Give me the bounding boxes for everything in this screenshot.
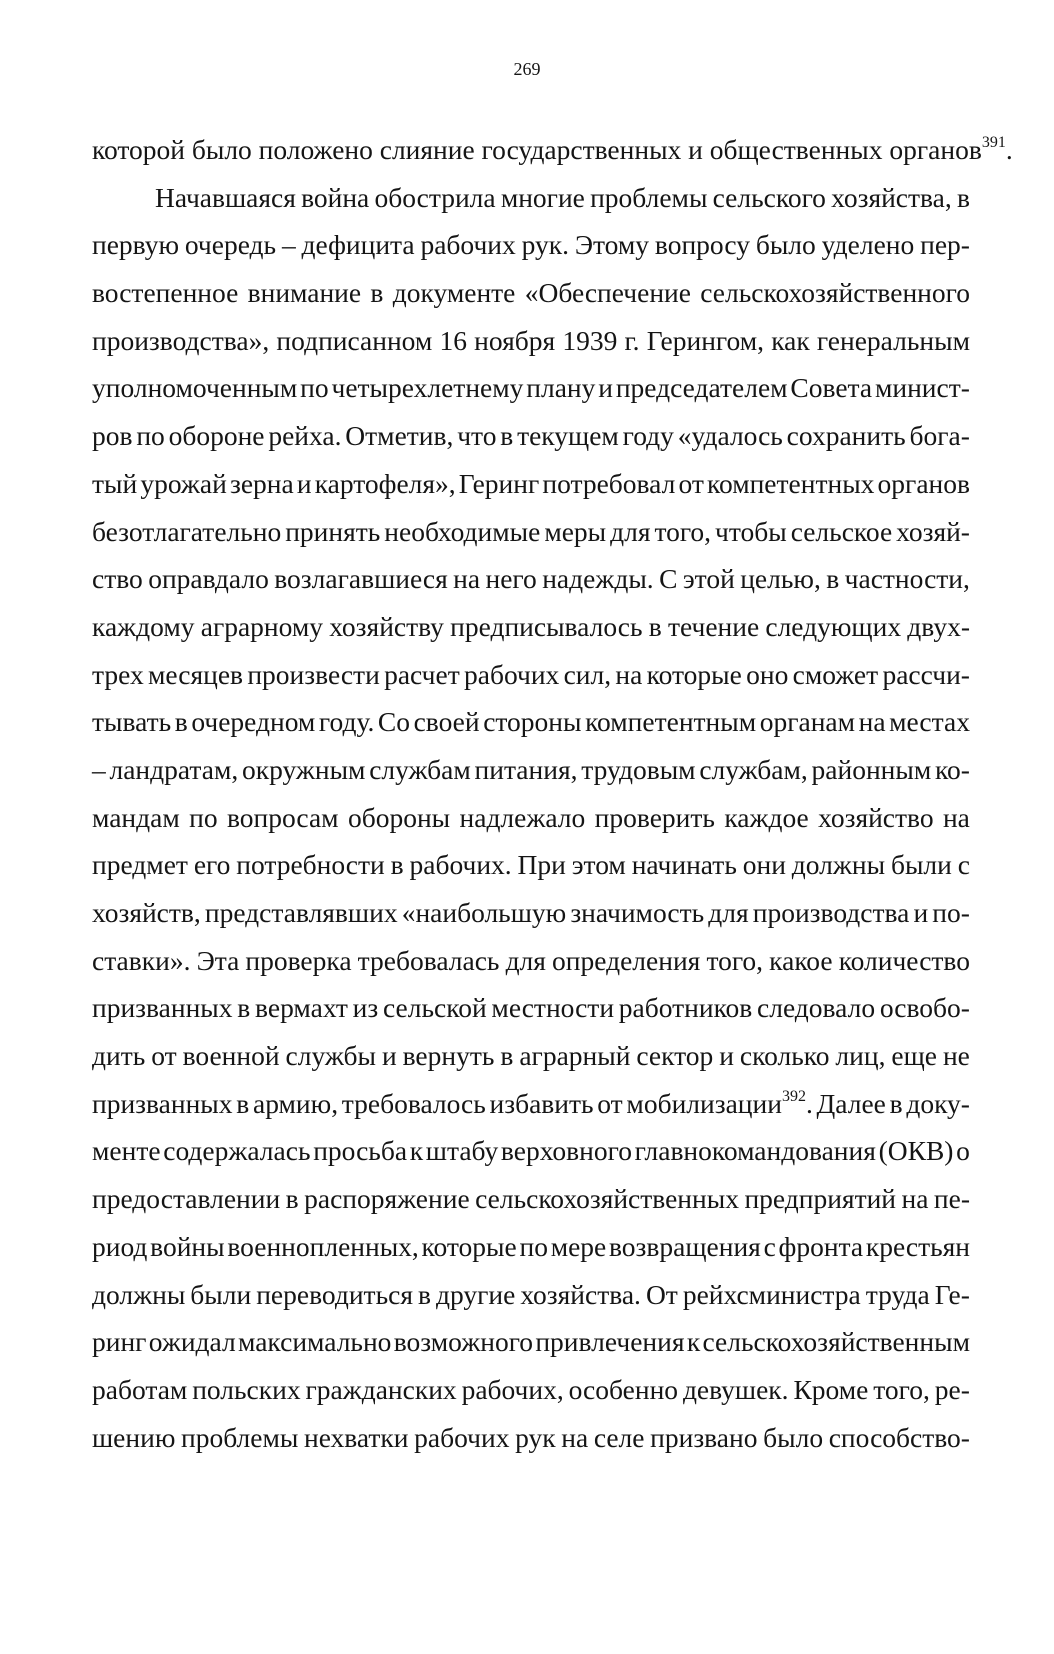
- word: рабочих: [420, 229, 516, 261]
- word: были: [890, 849, 952, 881]
- word: и: [598, 372, 613, 404]
- word: труда: [865, 1278, 930, 1310]
- word: на: [453, 563, 481, 595]
- word: которые: [646, 658, 742, 690]
- word: к: [686, 1326, 701, 1358]
- word: произвести: [247, 658, 380, 690]
- word: Ге-: [934, 1278, 970, 1310]
- word: из: [352, 992, 379, 1024]
- word: в: [174, 706, 188, 738]
- word: представлявших: [204, 897, 398, 928]
- word: ринг: [92, 1326, 147, 1358]
- word: потребовал: [542, 467, 676, 499]
- word: органам: [759, 706, 856, 738]
- word: с: [763, 1230, 776, 1262]
- word: в: [889, 1087, 903, 1119]
- word: году: [622, 420, 674, 452]
- text-line: [92, 1223, 970, 1271]
- word: двух-: [907, 610, 970, 642]
- text-line: [92, 1080, 970, 1128]
- word: возвращения: [609, 1230, 761, 1262]
- text-line: [92, 889, 970, 937]
- word: война: [301, 181, 370, 213]
- word: избавить: [489, 1087, 594, 1119]
- word: уделено: [821, 229, 915, 261]
- word: востепенное: [92, 277, 239, 309]
- word: от: [678, 467, 704, 499]
- word: пер-: [920, 229, 970, 261]
- word: и: [719, 1040, 734, 1072]
- word: в: [648, 610, 662, 642]
- word: селе: [593, 1421, 645, 1453]
- word: предписывалось: [450, 610, 643, 642]
- word: по: [300, 372, 329, 404]
- text-line: [92, 1271, 970, 1319]
- word: рук: [515, 1421, 556, 1453]
- word: месяцев: [147, 658, 244, 690]
- word: мандам: [92, 801, 180, 833]
- word: сектор: [636, 1040, 714, 1072]
- word: многие: [500, 181, 585, 213]
- word: на: [561, 1421, 589, 1453]
- word: на: [615, 658, 643, 690]
- word: нехватки: [303, 1421, 409, 1453]
- word: проверка: [245, 944, 352, 976]
- word: Герингом,: [646, 324, 765, 356]
- word: урожай: [140, 467, 227, 499]
- word: уполномоченным: [92, 372, 298, 404]
- word: хозяй-: [896, 515, 970, 547]
- word: местности: [491, 992, 615, 1024]
- word: с: [957, 849, 970, 881]
- word: другие: [435, 1278, 516, 1310]
- word: обострила: [374, 181, 496, 213]
- word: вопросам: [226, 801, 339, 833]
- word: хозяйства,: [831, 181, 952, 213]
- word: по: [519, 1230, 548, 1262]
- word: на: [858, 706, 886, 738]
- word: хозяйств,: [92, 897, 201, 928]
- word: призвано: [650, 1421, 758, 1453]
- word: целью,: [740, 563, 821, 595]
- text-line: [92, 221, 970, 269]
- word: окружным: [241, 753, 366, 785]
- word: каждому: [92, 610, 195, 642]
- word: в: [237, 992, 251, 1024]
- word: на: [942, 801, 970, 833]
- word: Эта: [196, 944, 240, 976]
- word: количество: [838, 944, 970, 976]
- text-line: [92, 1366, 970, 1414]
- word: надлежало: [459, 801, 586, 833]
- text-line: [92, 174, 970, 222]
- word: рабочих: [414, 1421, 510, 1453]
- word: в: [826, 563, 840, 595]
- word: органов: [877, 467, 970, 499]
- word: мобилизации$^{392}$.: [626, 1087, 813, 1119]
- word: штабу: [425, 1135, 499, 1167]
- word: сохранить: [786, 420, 906, 452]
- word: необходимые: [384, 515, 541, 547]
- text-line: [92, 698, 970, 746]
- word: «Обеспечение: [524, 277, 691, 309]
- word: сил,: [563, 658, 612, 690]
- word: ров: [92, 420, 133, 452]
- word: документе: [392, 277, 516, 309]
- word: содержалась: [163, 1135, 311, 1167]
- word: сельскохозяйственного: [700, 277, 970, 309]
- text-line: [92, 794, 970, 842]
- word: определения: [552, 944, 701, 976]
- word: производства»,: [92, 324, 270, 356]
- word: по-: [932, 897, 970, 928]
- text-line: [92, 508, 970, 556]
- word: проблемы: [181, 1421, 299, 1453]
- word: призванных: [92, 992, 233, 1024]
- word: очередь: [184, 229, 277, 261]
- word: Далее: [816, 1087, 886, 1119]
- word: сельскохозяйственным: [702, 1326, 970, 1358]
- word: Геринг: [458, 467, 540, 499]
- word: на: [901, 1183, 929, 1215]
- word: крестьян: [865, 1230, 970, 1262]
- word: о: [956, 1135, 970, 1167]
- word: компетентных: [707, 467, 875, 499]
- word: следующих: [765, 610, 902, 642]
- text-line: [92, 651, 970, 699]
- word: Этому: [574, 229, 650, 261]
- word: рейхсминистра: [682, 1278, 861, 1310]
- word: При: [517, 849, 566, 881]
- word: текущем: [517, 420, 619, 452]
- text-line: [92, 1175, 970, 1223]
- word: председателем: [615, 372, 788, 404]
- word: тый: [92, 467, 138, 499]
- word: подписанном: [276, 324, 433, 356]
- word: –: [92, 753, 106, 785]
- word: к: [409, 1135, 424, 1167]
- word: следовало: [757, 992, 876, 1024]
- word: этом: [571, 849, 626, 881]
- text-line: [92, 364, 970, 412]
- word: армию,: [252, 1087, 339, 1119]
- word: рабочих,: [461, 1373, 564, 1405]
- word: возможного: [393, 1326, 534, 1358]
- text-line: [92, 937, 970, 985]
- word: еще: [891, 1040, 938, 1072]
- word: «наибольшую: [401, 897, 567, 928]
- word: и: [296, 467, 312, 499]
- word: трех: [92, 658, 144, 690]
- word: плану: [526, 372, 596, 404]
- word: хозяйство: [818, 801, 934, 833]
- word: меры: [544, 515, 607, 547]
- word: ко-: [935, 753, 970, 785]
- word: в: [390, 849, 404, 881]
- word: 16: [439, 324, 467, 356]
- word: Кроме: [793, 1373, 869, 1405]
- word: по: [136, 420, 165, 452]
- word: его: [193, 849, 231, 881]
- word: хозяйству: [329, 610, 444, 642]
- word: –: [281, 229, 296, 261]
- word: оправдало: [148, 563, 269, 595]
- word: главнокомандования: [634, 1135, 876, 1167]
- word: генеральным: [816, 324, 970, 356]
- word: безотлагательно: [92, 515, 282, 547]
- word: сельское: [790, 515, 893, 547]
- word: производства: [752, 897, 910, 928]
- text-line: которой было положено слияние государственных и общественных органов$^{391}$.: [92, 134, 1013, 165]
- word: обороны: [347, 801, 451, 833]
- word: сельской: [383, 992, 487, 1024]
- word: переводиться: [256, 1278, 413, 1310]
- word: для: [708, 897, 749, 928]
- word: по: [189, 801, 218, 833]
- text-line: [92, 841, 970, 889]
- word: требовалось: [341, 1087, 486, 1119]
- word: оно: [746, 658, 789, 690]
- word: того,: [873, 1373, 930, 1405]
- word: хозяйства.: [520, 1278, 641, 1310]
- word: местах: [889, 706, 970, 738]
- word: в: [236, 1087, 250, 1119]
- word: того,: [706, 944, 764, 976]
- word: потребности: [236, 849, 385, 881]
- word: питания,: [474, 753, 578, 785]
- word: не: [942, 1040, 970, 1072]
- word: Со: [377, 706, 411, 738]
- word: вопросу: [654, 229, 750, 261]
- word: своей: [413, 706, 480, 738]
- word: работам: [92, 1373, 188, 1405]
- word: должны: [92, 1278, 186, 1310]
- word: компетентным: [585, 706, 757, 738]
- word: аграрному: [200, 610, 324, 642]
- text-line: [92, 1318, 970, 1366]
- word: рассчи-: [882, 658, 970, 690]
- word: принять: [285, 515, 381, 547]
- word: обороне: [168, 420, 265, 452]
- line-text: которой было положено слияние государственных и общественных органов: [92, 134, 982, 165]
- word: службы: [285, 1040, 376, 1072]
- word: польских: [192, 1373, 301, 1405]
- word: лиц,: [835, 1040, 886, 1072]
- word: Отметив,: [345, 420, 454, 452]
- word: тывать: [92, 706, 172, 738]
- word: вермахт: [255, 992, 348, 1024]
- word: С: [659, 563, 678, 595]
- word: начинать: [631, 849, 737, 881]
- word: От: [645, 1278, 678, 1310]
- word: внимание: [247, 277, 362, 309]
- word: освобо-: [879, 992, 970, 1024]
- word: верховного: [500, 1135, 632, 1167]
- word: ноября: [474, 324, 556, 356]
- word: этой: [682, 563, 735, 595]
- word: минист-: [874, 372, 970, 404]
- word: стороны: [483, 706, 582, 738]
- word: просьба: [313, 1135, 408, 1167]
- word: фронта: [778, 1230, 864, 1262]
- text-line: [92, 1127, 970, 1175]
- word: военной: [182, 1040, 280, 1072]
- word: надежды.: [542, 563, 654, 595]
- word: рейха.: [268, 420, 342, 452]
- word: ре-: [934, 1373, 970, 1405]
- word: трудовым: [581, 753, 696, 785]
- word: зерна: [229, 467, 294, 499]
- word: течение: [667, 610, 760, 642]
- word: расчет: [384, 658, 460, 690]
- word: службам,: [699, 753, 808, 785]
- word: дефицита: [301, 229, 415, 261]
- word: году.: [318, 706, 375, 738]
- word: пе-: [933, 1183, 970, 1215]
- word: него: [485, 563, 537, 595]
- footnote-ref: 392: [781, 1087, 806, 1105]
- word: проверить: [594, 801, 715, 833]
- word: войны: [150, 1230, 225, 1262]
- word: мере: [550, 1230, 607, 1262]
- text-line: [92, 603, 970, 651]
- word: доку-: [906, 1087, 970, 1119]
- word: как: [771, 324, 810, 356]
- word: для: [505, 944, 546, 976]
- word: (ОКВ): [878, 1135, 954, 1167]
- footnote-ref: 391: [981, 134, 1006, 151]
- word: особенно: [568, 1373, 679, 1405]
- word: максимально: [238, 1326, 392, 1358]
- text-line: [92, 746, 970, 794]
- word: рук.: [521, 229, 569, 261]
- text-line: [92, 460, 970, 508]
- word: «удалось: [677, 420, 783, 452]
- text-line: [92, 1414, 970, 1462]
- word: в: [956, 181, 970, 213]
- word: того,: [654, 515, 712, 547]
- word: в: [417, 1278, 431, 1310]
- word: районным: [811, 753, 932, 785]
- word: которые: [421, 1230, 517, 1262]
- word: предоставлении: [92, 1183, 281, 1215]
- text-line: [92, 317, 970, 365]
- word: в: [370, 277, 384, 309]
- word: предмет: [92, 849, 188, 881]
- word: призванных: [92, 1087, 233, 1119]
- word: бога-: [909, 420, 970, 452]
- word: было: [763, 1421, 824, 1453]
- word: они: [742, 849, 786, 881]
- word: ставки».: [92, 944, 191, 976]
- word: распоряжение: [304, 1183, 470, 1215]
- word: сможет: [792, 658, 879, 690]
- text-line: [92, 984, 970, 1032]
- word: были: [190, 1278, 252, 1310]
- word: было: [755, 229, 816, 261]
- word: ство: [92, 563, 143, 595]
- word: предприятий: [744, 1183, 897, 1215]
- word: картофеля»,: [314, 467, 456, 499]
- word: вернуть: [402, 1040, 495, 1072]
- word: ландратам,: [109, 753, 239, 785]
- text-line: [92, 269, 970, 317]
- word: сколько: [739, 1040, 830, 1072]
- word: что: [457, 420, 497, 452]
- word: менте: [92, 1135, 161, 1167]
- word: возлагавшиеся: [274, 563, 448, 595]
- word: рабочих: [464, 658, 560, 690]
- text-line: [92, 412, 970, 460]
- word: г.: [624, 324, 640, 356]
- word: от: [597, 1087, 623, 1119]
- word: военнопленных,: [227, 1230, 419, 1262]
- word: каждое: [724, 801, 809, 833]
- word: в: [285, 1183, 299, 1215]
- word: рабочих.: [409, 849, 512, 881]
- word: и: [381, 1040, 397, 1072]
- word: сельского: [712, 181, 826, 213]
- word: требовалась: [357, 944, 500, 976]
- word: и: [913, 897, 929, 928]
- word: в: [500, 420, 514, 452]
- word: шению: [92, 1421, 176, 1453]
- word: ожидал: [148, 1326, 236, 1358]
- word: девушек.: [682, 1373, 789, 1405]
- word: сельскохозяйственных: [475, 1183, 739, 1215]
- word: значимость: [570, 897, 705, 928]
- word: четырехлетнему: [331, 372, 524, 404]
- word: 1939: [562, 324, 618, 356]
- text-line: [92, 1032, 970, 1080]
- word: риод: [92, 1230, 148, 1262]
- word: привлечения: [535, 1326, 685, 1358]
- word: гражданских: [305, 1373, 457, 1405]
- word: от: [151, 1040, 177, 1072]
- word: способство-: [828, 1421, 970, 1453]
- word: службам: [369, 753, 471, 785]
- word: очередном: [191, 706, 316, 738]
- text-line: [92, 555, 970, 603]
- word: аграрный: [519, 1040, 631, 1072]
- word: какое: [769, 944, 833, 976]
- word: для: [610, 515, 651, 547]
- word: Начавшаяся: [155, 181, 296, 213]
- word: в: [500, 1040, 514, 1072]
- body-text: [92, 126, 1013, 1461]
- page-number: 269: [513, 59, 541, 79]
- word: должны: [791, 849, 886, 881]
- word: проблемы: [590, 181, 708, 213]
- word: чтобы: [715, 515, 787, 547]
- word: работников: [618, 992, 753, 1024]
- word: первую: [92, 229, 180, 261]
- word: Совета: [790, 372, 873, 404]
- word: дить: [92, 1040, 146, 1072]
- word: частности,: [844, 563, 970, 595]
